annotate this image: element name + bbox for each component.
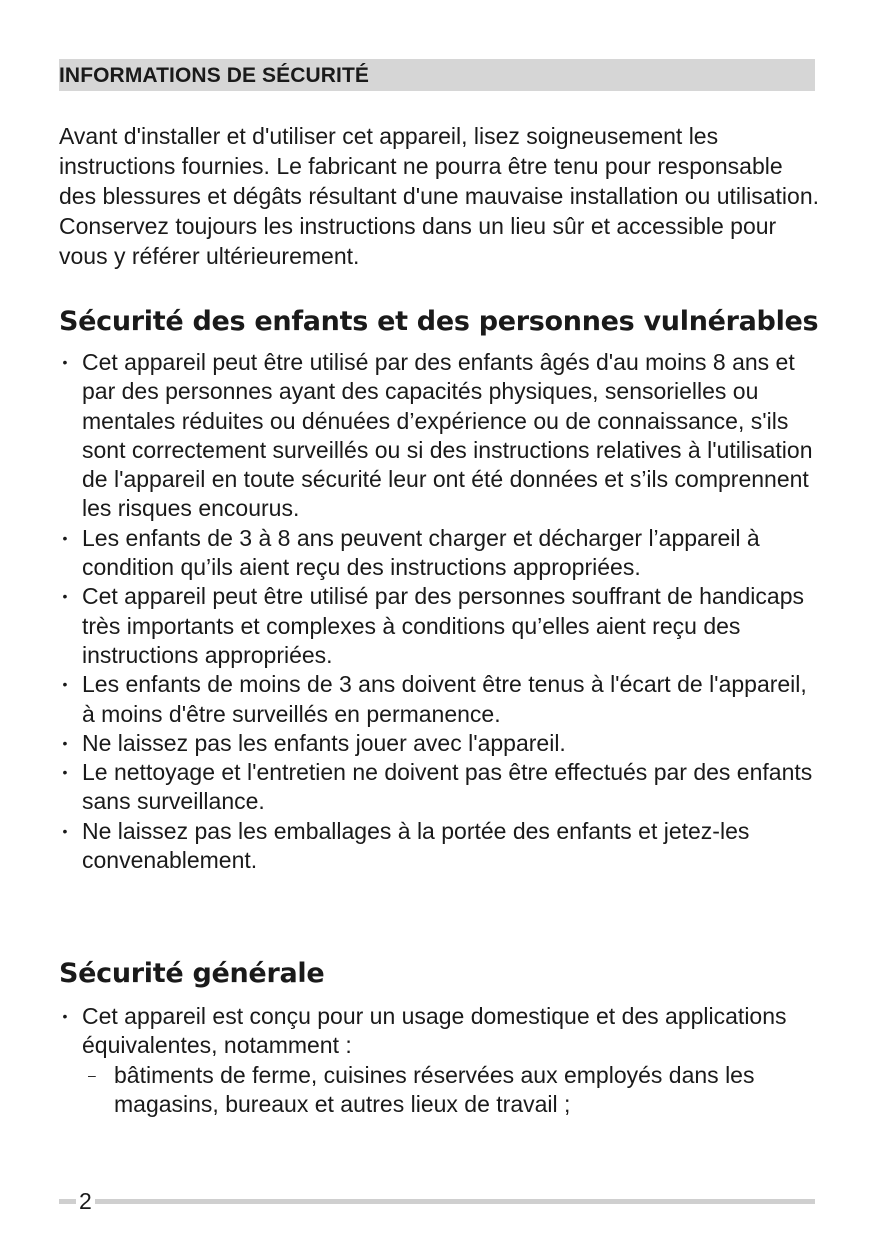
list-item: • Les enfants de 3 à 8 ans peuvent charger et décharger l’appareil à condition qu’ils aient reçu des instructions appropriées. [59,524,819,583]
bullet-icon: • [62,734,68,751]
list-item: • Ne laissez pas les emballages à la portée des enfants et jetez-les convenablement. [59,817,819,876]
list-item: • Les enfants de moins de 3 ans doivent être tenus à l'écart de l'appareil, à moins d'être surveillés en permanence. [59,670,819,729]
child-safety-list [59,348,819,875]
bullet-icon: • [62,1008,68,1024]
intro-paragraph: Avant d'installer et d'utiliser cet appareil, lisez soigneusement les instructions fournies. Le fabricant ne pourra être tenu pour responsable des blessures et dégâts résultant d'une mauvaise installation ou utilisation. Conservez toujours les instructions dans un lieu sûr et accessible pour vous y référer ultérieurement. [59,123,820,269]
bullet-icon: • [62,764,68,781]
list-item: • Ne laissez pas les enfants jouer avec l'appareil. [59,729,819,758]
bullet-icon: • [62,529,68,546]
page-title: INFORMATIONS DE SÉCURITÉ [59,64,370,87]
footer-divider [59,1199,815,1204]
bullet-icon: • [62,588,68,605]
list-item: • Cet appareil est conçu pour un usage domestique et des applications équivalentes, notamment : – bâtiments de ferme, cuisines réservées aux employés dans les magasins, bureaux et autres lieux de travail ; [59,1002,819,1119]
sub-list-item: – bâtiments de ferme, cuisines réservées aux employés dans les magasins, bureaux et autres lieux de travail ; [88,1061,755,1117]
section-header-bar [59,59,815,91]
general-safety-list [59,1002,819,1119]
bullet-icon: • [62,822,68,839]
page-number: 2 [76,1188,95,1214]
list-item: • Cet appareil peut être utilisé par des enfants âgés d'au moins 8 ans et par des personnes ayant des capacités physiques, sensorielles ou mentales réduites ou dénuées d’expérience ou de connaissance, s'ils sont correctement surveillés ou si des instructions relatives à l'utilisation de l'appareil en toute sécurité leur ont été données et s’ils comprennent les risques encourus. [59,348,819,524]
section-title-child-safety: Sécurité des enfants et des personnes vulnérables [59,306,819,337]
list-item: • Le nettoyage et l'entretien ne doivent pas être effectués par des enfants sans surveillance. [59,758,819,817]
sub-list [82,1061,819,1120]
list-item: • Cet appareil peut être utilisé par des personnes souffrant de handicaps très importants et complexes à conditions qu’elles aient reçu des instructions appropriées. [59,582,819,670]
section-title-general-safety: Sécurité générale [59,958,325,989]
bullet-icon: • [62,676,68,693]
bullet-icon: • [62,354,68,370]
dash-icon: – [88,1066,96,1083]
